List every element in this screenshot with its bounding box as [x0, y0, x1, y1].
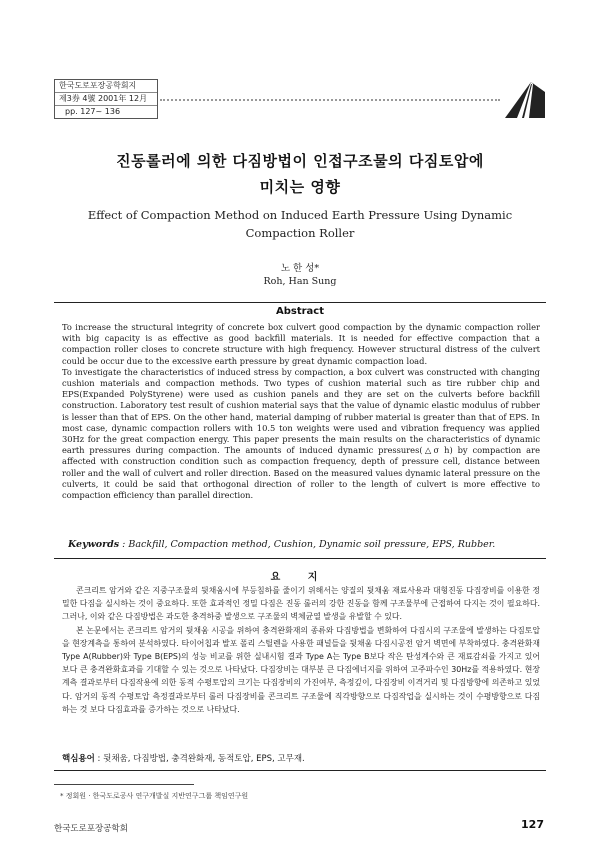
korean-keywords-text: : 뒷채움, 다짐방법, 충격완화재, 동적토압, EPS, 고무재. [94, 754, 305, 764]
journal-name: 한국도로포장공학회지 [55, 80, 157, 93]
footnote-rule [54, 784, 194, 785]
korean-summary-body [62, 584, 540, 716]
author-korean: 노 한 성* [280, 263, 320, 274]
journal-issue: 제3券 4號 2001年 12月 [55, 93, 157, 106]
korean-keywords-line [62, 752, 540, 764]
korean-summary-heading: 요 지 [270, 572, 330, 583]
road-logo-icon [503, 78, 547, 122]
abstract-body [62, 322, 540, 501]
rule-top [54, 302, 546, 303]
title-english-line1: Effect of Compaction Method on Induced Earth Pressure Using Dynamic [87, 208, 513, 222]
footnote: * 정회원 · 한국도로공사 연구개발실 지반연구그룹 책임연구원 [60, 792, 249, 800]
keywords-text: : Backfill, Compaction method, Cushion, Dynamic soil pressure, EPS, Rubber. [119, 539, 496, 550]
header-dotted-line [160, 99, 500, 101]
author-english: Roh, Han Sung [263, 276, 337, 287]
footer-society-name: 한국도로포장공학회 [54, 824, 128, 834]
journal-info-box [54, 79, 158, 119]
abstract-paragraph-1: To increase the structural integrity of concrete box culvert good compaction by the dynamic compaction roller with big capacity is as effective as good backfill materials. It is needed for effective compaction that a compaction roller closes to concrete structure with high frequency. However structural distress of the culvert could be occur due to the excessive earth pressure by great dynamic compaction load. [62, 322, 540, 366]
page-number: 127 [521, 818, 544, 831]
korean-paragraph-2: 본 논문에서는 콘크리트 암거의 뒷채움 시공을 위하여 충격완화재의 종류와 다짐방법을 변화하여 다짐시의 구조물에 발생하는 다짐토압을 현장계측을 통하여 분석하였다. 타이어칩과 발포 폴리 스틸렌을 사용한 패널들을 뒷채움 다짐시공전 암거 벽면에 부착하였다. 충격완화재 Type A(Rubber)와 Type B(EPS)의 성능 비교를 위한 실내시험 결과 Type A는 Type B보다 작은 탄성계수와 큰 재료감쇠를 가지고 있어 보다 큰 충격완화효과를 기대할 수 있는 것으로 나타났다. 다짐장비는 대부분 큰 다짐에너지를 위하여 고주파수인 30Hz를 적용하였다. 현장계측 결과로부터 다짐작용에 의한 동적 수평토압의 크기는 다짐장비의 가진여부, 측정깊이, 다짐장비 이격거리 및 다짐방향에 의존하고 있었다. 암거의 동적 수평토압 측정결과로부터 롤러 다짐장비를 콘크리트 구조물에 직각방향으로 다짐작업을 실시하는 것이 수평방향으로 다짐하는 것 보다 다짐효과를 증가하는 것으로 나타났다. [62, 625, 540, 714]
korean-paragraph-1: 콘크리트 암거와 같은 지중구조물의 뒷채움시에 부등침하를 줄이기 위해서는 양질의 뒷채움 재료사용과 대형진동 다짐장비를 이용한 정밀한 다짐을 실시하는 것이 중요하다. 또한 효과적인 정밀 다짐은 진동 롤러의 강한 진동을 함께 구조물부에 근접하여 다지는 것이 필요하다. 그러나, 이와 같은 다짐방법은 과도한 충격하중 발생으로 구조물의 벽체균열 발생을 유발할 수 있다. [62, 586, 540, 622]
title-english-line2: Compaction Roller [245, 226, 355, 240]
keywords-line [68, 539, 538, 550]
abstract-paragraph-2: To investigate the characteristics of induced stress by compaction, a box culvert was constructed with changing cushion materials and compaction methods. Two types of cushion material such as tire rubber chip and EPS(Expanded PolyStyrene) were used as cushion panels and they are set on the culverts before backfill construction. Laboratory test result of cushion material says that the value of dynamic elastic modulus of rubber is lesser than that of EPS. On the other hand, material damping of rubber material is greater than that of EPS. In most case, dynamic compaction rollers with 10.5 ton weights were used and vibration frequency was applied 30Hz for the great compaction energy. This paper presents the main results on the characteristics of dynamic earth pressures during compaction. The amounts of induced dynamic pressures(△σ h) by compaction are affected with construction condition such as compaction frequency, depth of pressure cell, distance between roller and the wall of culvert and roller direction. Based on the measured values dynamic lateral pressure on the culverts, it could be said that orthogonal direction of roller to the length of culvert is more effective to compaction efficiency than parallel direction. [62, 366, 540, 501]
title-korean-line1: 진동롤러에 의한 다짐방법이 인접구조물의 다짐토압에 [116, 152, 484, 170]
korean-keywords-label: 핵심용어 [62, 754, 95, 764]
journal-pages: pp. 127~ 136 [65, 107, 121, 116]
rule-bottom [54, 770, 546, 771]
title-korean-line2: 미치는 영향 [259, 178, 341, 196]
rule-middle [54, 558, 546, 559]
abstract-heading: Abstract [275, 306, 325, 317]
keywords-label: Keywords [68, 539, 120, 550]
